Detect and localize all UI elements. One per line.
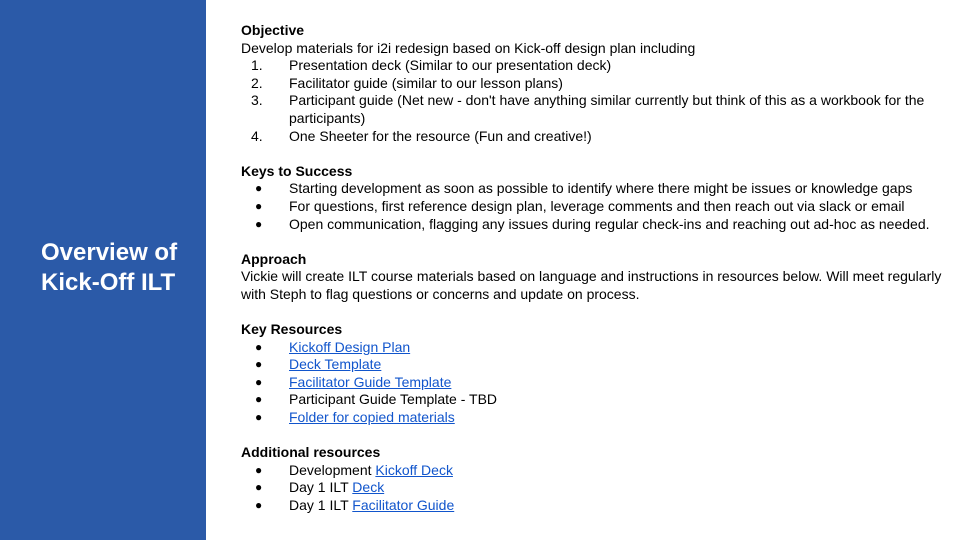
bullet-icon: ● (255, 181, 263, 196)
additional-resources-list (241, 462, 953, 515)
bullet-icon: ● (255, 339, 263, 354)
key-resources-list (241, 339, 953, 427)
list-item (241, 479, 953, 497)
list-item (241, 75, 953, 93)
bullet-icon: ● (255, 498, 263, 513)
bullet-icon: ● (255, 374, 263, 389)
list-item (241, 57, 953, 75)
approach-heading: Approach (241, 250, 307, 267)
approach-text: Vickie will create ILT course materials based on language and instructions in resources below. Will meet regularly with Steph to flag questions or concerns and update on process. (241, 268, 942, 302)
list-item (241, 391, 953, 409)
kickoff-deck-link[interactable]: Kickoff Deck (375, 461, 453, 478)
objective-list (241, 57, 953, 145)
list-number: 3. (251, 92, 263, 109)
key-resources-heading: Key Resources (241, 321, 343, 338)
list-item-text: Open communication, flagging any issues during regular check-ins and reaching out ad-hoc as needed. (289, 215, 930, 232)
additional-resources-heading: Additional resources (241, 444, 381, 461)
bullet-icon: ● (255, 357, 263, 372)
list-item-text: Presentation deck (Similar to our presentation deck) (289, 57, 612, 74)
slide-title: Overview of Kick-Off ILT (41, 239, 178, 296)
copied-materials-folder-link[interactable]: Folder for copied materials (289, 409, 455, 426)
keys-heading: Keys to Success (241, 162, 353, 179)
list-item-text: For questions, first reference design plan, leverage comments and then reach out via slack or email (289, 197, 905, 214)
list-item-prefix: Day 1 ILT (289, 479, 353, 496)
deck-template-link[interactable]: Deck Template (289, 356, 382, 373)
list-number: 2. (251, 74, 263, 91)
list-item-text: One Sheeter for the resource (Fun and creative!) (289, 127, 592, 144)
bullet-icon: ● (255, 410, 263, 425)
participant-guide-template-text: Participant Guide Template - TBD (289, 391, 498, 408)
slide-content (241, 22, 953, 515)
list-item (241, 128, 953, 146)
bullet-icon: ● (255, 392, 263, 407)
facilitator-guide-template-link[interactable]: Facilitator Guide Template (289, 373, 452, 390)
list-number: 1. (251, 57, 263, 74)
list-item (241, 92, 953, 127)
day1-ilt-deck-link[interactable]: Deck (352, 479, 385, 496)
kickoff-design-plan-link[interactable]: Kickoff Design Plan (289, 338, 411, 355)
list-item-text: Participant guide (Net new - don't have anything similar currently but think of this as a workbook for the participants) (289, 92, 925, 126)
list-item (241, 180, 953, 198)
bullet-icon: ● (255, 480, 263, 495)
list-item (241, 497, 953, 515)
list-item (241, 198, 953, 216)
list-item-prefix: Day 1 ILT (289, 497, 353, 514)
list-item-text: Starting development as soon as possible to identify where there might be issues or knowledge gaps (289, 180, 913, 197)
title-sidebar (0, 0, 206, 540)
objective-heading: Objective (241, 22, 305, 38)
bullet-icon: ● (255, 216, 263, 231)
list-item (241, 339, 953, 357)
bullet-icon: ● (255, 198, 263, 213)
list-item (241, 409, 953, 427)
list-item (241, 356, 953, 374)
keys-list (241, 180, 953, 233)
list-item (241, 216, 953, 234)
objective-intro: Develop materials for i2i redesign based on Kick-off design plan including (241, 39, 696, 56)
list-item-text: Facilitator guide (similar to our lesson plans) (289, 74, 563, 91)
bullet-icon: ● (255, 462, 263, 477)
list-number: 4. (251, 127, 263, 144)
list-item (241, 374, 953, 392)
day1-ilt-facilitator-guide-link[interactable]: Facilitator Guide (352, 497, 455, 514)
list-item-prefix: Development (289, 461, 376, 478)
list-item (241, 462, 953, 480)
